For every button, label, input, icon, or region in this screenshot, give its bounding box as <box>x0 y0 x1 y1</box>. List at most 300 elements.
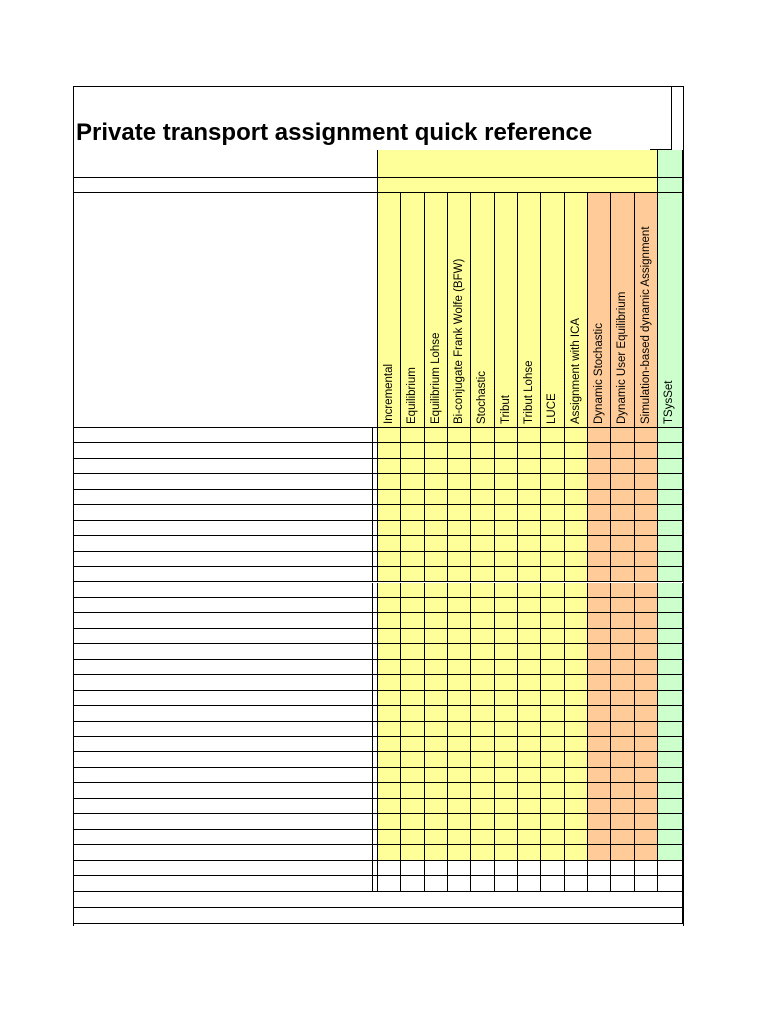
mark-cell <box>495 521 518 536</box>
mark-cell <box>635 598 658 613</box>
mark-cell <box>495 737 518 752</box>
mark-cell <box>611 783 634 798</box>
mark-cell <box>378 783 401 798</box>
mark-cell <box>658 768 683 783</box>
blank-cell <box>611 876 634 892</box>
lin-subheader <box>658 178 683 193</box>
method-header-cell <box>635 193 658 428</box>
mark-cell <box>378 722 401 737</box>
mark-cell <box>401 737 424 752</box>
mark-cell <box>378 490 401 505</box>
mark-cell <box>448 799 471 814</box>
mark-cell <box>495 443 518 458</box>
subheader-blank <box>73 178 378 193</box>
mark-cell <box>518 830 541 845</box>
mark-cell <box>378 861 401 876</box>
mark-cell <box>495 691 518 706</box>
mark-cell <box>495 490 518 505</box>
mark-cell <box>448 691 471 706</box>
mark-cell <box>518 814 541 829</box>
mark-cell <box>588 629 611 644</box>
mark-cell <box>588 722 611 737</box>
mark-cell <box>495 459 518 474</box>
mark-cell <box>565 660 588 675</box>
mark-cell <box>448 474 471 489</box>
method-label: Tribut Lohse <box>522 360 535 424</box>
row-label <box>73 768 373 783</box>
mark-cell <box>518 768 541 783</box>
mark-cell <box>401 706 424 721</box>
mark-cell <box>611 722 634 737</box>
mark-cell <box>495 567 518 582</box>
mark-cell <box>541 428 564 443</box>
mark-cell <box>635 459 658 474</box>
mark-cell <box>425 814 448 829</box>
mark-cell <box>518 861 541 876</box>
mark-cell <box>518 474 541 489</box>
mark-cell <box>448 722 471 737</box>
mark-cell <box>518 490 541 505</box>
mark-cell <box>425 737 448 752</box>
mark-cell <box>425 474 448 489</box>
mark-cell <box>541 567 564 582</box>
mark-cell <box>541 691 564 706</box>
method-header-cell <box>378 193 401 428</box>
mark-cell <box>425 691 448 706</box>
mark-cell <box>425 567 448 582</box>
blank-cell <box>425 876 448 892</box>
mark-cell <box>658 814 683 829</box>
mark-cell <box>518 536 541 551</box>
method-header-cell <box>565 193 588 428</box>
mark-cell <box>611 706 634 721</box>
mark-cell <box>518 598 541 613</box>
mark-cell <box>588 490 611 505</box>
mark-cell <box>541 490 564 505</box>
mark-cell <box>401 783 424 798</box>
mark-cell <box>635 752 658 767</box>
mark-cell <box>518 691 541 706</box>
mark-cell <box>588 814 611 829</box>
mark-cell <box>378 598 401 613</box>
mark-cell <box>588 567 611 582</box>
mark-cell <box>401 722 424 737</box>
mark-cell <box>401 443 424 458</box>
mark-cell <box>425 629 448 644</box>
blank-cell <box>518 876 541 892</box>
row-label <box>73 567 373 582</box>
mark-cell <box>378 505 401 520</box>
mark-cell <box>635 722 658 737</box>
mark-cell <box>588 613 611 628</box>
mark-cell <box>565 521 588 536</box>
mark-cell <box>565 552 588 567</box>
mark-cell <box>658 706 683 721</box>
mark-cell <box>448 598 471 613</box>
mark-cell <box>471 598 494 613</box>
mark-cell <box>588 644 611 659</box>
mark-cell <box>541 552 564 567</box>
method-label: Dynamic Stochastic <box>592 323 605 424</box>
row-label <box>73 505 373 520</box>
mark-cell <box>448 861 471 876</box>
mark-cell <box>425 459 448 474</box>
mark-cell <box>401 536 424 551</box>
mark-cell <box>565 861 588 876</box>
mark-cell <box>518 675 541 690</box>
mark-cell <box>495 799 518 814</box>
mark-cell <box>378 768 401 783</box>
mark-cell <box>448 768 471 783</box>
mark-cell <box>635 552 658 567</box>
row-label <box>73 613 373 628</box>
mark-cell <box>635 768 658 783</box>
mark-cell <box>635 474 658 489</box>
row-label <box>73 675 373 690</box>
mark-cell <box>658 505 683 520</box>
mark-cell <box>495 428 518 443</box>
mark-cell <box>565 613 588 628</box>
mark-cell <box>518 459 541 474</box>
method-label: Equilibrium Lohse <box>429 332 442 424</box>
mark-cell <box>635 629 658 644</box>
mark-cell <box>425 706 448 721</box>
row-label <box>73 783 373 798</box>
mark-cell <box>588 675 611 690</box>
mark-cell <box>541 644 564 659</box>
mark-cell <box>495 722 518 737</box>
mark-cell <box>448 706 471 721</box>
mark-cell <box>658 644 683 659</box>
mark-cell <box>401 799 424 814</box>
mark-cell <box>425 490 448 505</box>
mark-cell <box>565 799 588 814</box>
mark-cell <box>471 567 494 582</box>
mark-cell <box>635 490 658 505</box>
mark-cell <box>471 799 494 814</box>
mark-cell <box>401 474 424 489</box>
mark-cell <box>448 428 471 443</box>
mark-cell <box>565 598 588 613</box>
mark-cell <box>495 783 518 798</box>
mark-cell <box>658 660 683 675</box>
row-label <box>73 552 373 567</box>
mark-cell <box>495 629 518 644</box>
mark-cell <box>495 675 518 690</box>
mark-cell <box>378 814 401 829</box>
mark-cell <box>518 428 541 443</box>
mark-cell <box>588 583 611 598</box>
mark-cell <box>588 505 611 520</box>
method-subheader <box>378 178 658 193</box>
mark-cell <box>611 845 634 860</box>
mark-cell <box>565 629 588 644</box>
mark-cell <box>378 428 401 443</box>
mark-cell <box>378 443 401 458</box>
row-label <box>73 490 373 505</box>
mark-cell <box>425 536 448 551</box>
mark-cell <box>378 552 401 567</box>
mark-cell <box>588 799 611 814</box>
method-label: Bi-conjugate Frank Wolfe (BFW) <box>452 258 465 424</box>
mark-cell <box>611 861 634 876</box>
mark-cell <box>448 752 471 767</box>
mark-cell <box>378 830 401 845</box>
mark-cell <box>541 783 564 798</box>
mark-cell <box>611 474 634 489</box>
mark-cell <box>471 722 494 737</box>
mark-cell <box>448 521 471 536</box>
row-label <box>73 845 373 860</box>
page-title: Private transport assignment quick reference <box>76 119 593 146</box>
mark-cell <box>565 644 588 659</box>
mark-cell <box>378 644 401 659</box>
mark-cell <box>518 629 541 644</box>
mark-cell <box>658 752 683 767</box>
mark-cell <box>635 845 658 860</box>
mark-cell <box>471 675 494 690</box>
mark-cell <box>611 675 634 690</box>
mark-cell <box>448 660 471 675</box>
mark-cell <box>518 737 541 752</box>
mark-cell <box>425 830 448 845</box>
mark-cell <box>518 505 541 520</box>
mark-cell <box>448 459 471 474</box>
mark-cell <box>495 861 518 876</box>
mark-cell <box>401 644 424 659</box>
mark-cell <box>541 722 564 737</box>
method-header <box>378 150 658 178</box>
mark-cell <box>448 443 471 458</box>
row-label <box>73 861 373 876</box>
mark-cell <box>565 505 588 520</box>
mark-cell <box>658 474 683 489</box>
mark-cell <box>611 490 634 505</box>
mark-cell <box>635 675 658 690</box>
mark-cell <box>518 799 541 814</box>
mark-cell <box>541 629 564 644</box>
mark-cell <box>658 845 683 860</box>
mark-cell <box>471 768 494 783</box>
method-label: Tribut <box>499 395 512 424</box>
mark-cell <box>448 629 471 644</box>
mark-cell <box>635 567 658 582</box>
mark-cell <box>401 629 424 644</box>
mark-cell <box>658 675 683 690</box>
mark-cell <box>611 536 634 551</box>
mark-cell <box>401 660 424 675</box>
mark-cell <box>378 583 401 598</box>
mark-cell <box>611 691 634 706</box>
mark-cell <box>471 660 494 675</box>
mark-cell <box>541 443 564 458</box>
mark-cell <box>518 583 541 598</box>
grid-line <box>683 86 684 926</box>
mark-cell <box>471 830 494 845</box>
mark-cell <box>658 613 683 628</box>
method-label: LUCE <box>546 393 559 424</box>
mark-cell <box>658 428 683 443</box>
mark-cell <box>565 722 588 737</box>
row-label <box>73 752 373 767</box>
mark-cell <box>588 752 611 767</box>
mark-cell <box>611 552 634 567</box>
mark-cell <box>565 567 588 582</box>
mark-cell <box>401 521 424 536</box>
method-header-cell <box>401 193 424 428</box>
header-blank <box>73 150 378 178</box>
mark-cell <box>658 583 683 598</box>
row-label <box>73 799 373 814</box>
mark-cell <box>611 660 634 675</box>
mark-cell <box>588 660 611 675</box>
mark-cell <box>611 505 634 520</box>
mark-cell <box>448 583 471 598</box>
mark-cell <box>541 752 564 767</box>
method-label: TSysSet <box>662 380 675 424</box>
mark-cell <box>541 474 564 489</box>
mark-cell <box>448 644 471 659</box>
mark-cell <box>541 799 564 814</box>
mark-cell <box>518 660 541 675</box>
mark-cell <box>401 505 424 520</box>
notes-header <box>73 876 373 892</box>
note-text <box>73 892 683 908</box>
mark-cell <box>565 490 588 505</box>
mark-cell <box>658 861 683 876</box>
mark-cell <box>471 644 494 659</box>
mark-cell <box>588 474 611 489</box>
mark-cell <box>541 737 564 752</box>
row-label <box>73 474 373 489</box>
mark-cell <box>635 428 658 443</box>
mark-cell <box>541 845 564 860</box>
mark-cell <box>611 443 634 458</box>
mark-cell <box>518 722 541 737</box>
mark-cell <box>401 567 424 582</box>
mark-cell <box>518 552 541 567</box>
mark-cell <box>401 845 424 860</box>
mark-cell <box>611 830 634 845</box>
mark-cell <box>635 505 658 520</box>
in-header <box>658 150 683 178</box>
mark-cell <box>565 428 588 443</box>
blank-cell <box>378 876 401 892</box>
mark-cell <box>425 845 448 860</box>
mark-cell <box>518 644 541 659</box>
mark-cell <box>471 583 494 598</box>
mark-cell <box>425 598 448 613</box>
mark-cell <box>611 768 634 783</box>
mark-cell <box>611 629 634 644</box>
mark-cell <box>658 783 683 798</box>
mark-cell <box>401 861 424 876</box>
mark-cell <box>448 536 471 551</box>
mark-cell <box>448 675 471 690</box>
mark-cell <box>471 845 494 860</box>
mark-cell <box>658 598 683 613</box>
mark-cell <box>565 783 588 798</box>
mark-cell <box>588 845 611 860</box>
mark-cell <box>425 644 448 659</box>
mark-cell <box>658 459 683 474</box>
mark-cell <box>635 799 658 814</box>
row-label <box>73 443 373 458</box>
mark-cell <box>495 814 518 829</box>
mark-cell <box>495 830 518 845</box>
mark-cell <box>658 490 683 505</box>
mark-cell <box>588 536 611 551</box>
row-label <box>73 536 373 551</box>
mark-cell <box>565 737 588 752</box>
mark-cell <box>541 505 564 520</box>
mark-cell <box>495 552 518 567</box>
grid-line <box>73 86 683 87</box>
mark-cell <box>635 814 658 829</box>
mark-cell <box>401 830 424 845</box>
mark-cell <box>565 474 588 489</box>
blank-cell <box>588 876 611 892</box>
blank-cell <box>495 876 518 892</box>
method-header-cell <box>588 193 611 428</box>
mark-cell <box>448 814 471 829</box>
mark-cell <box>565 536 588 551</box>
mark-cell <box>635 660 658 675</box>
row-label <box>73 814 373 829</box>
mark-cell <box>635 706 658 721</box>
mark-cell <box>471 613 494 628</box>
mark-cell <box>471 752 494 767</box>
mark-cell <box>425 799 448 814</box>
mark-cell <box>448 737 471 752</box>
mark-cell <box>495 706 518 721</box>
mark-cell <box>378 845 401 860</box>
row-label <box>73 629 373 644</box>
mark-cell <box>448 552 471 567</box>
mark-cell <box>495 583 518 598</box>
mark-cell <box>658 691 683 706</box>
mark-cell <box>401 428 424 443</box>
mark-cell <box>425 613 448 628</box>
mark-cell <box>495 768 518 783</box>
mark-cell <box>565 752 588 767</box>
method-label: Equilibrium <box>406 367 419 424</box>
mark-cell <box>401 752 424 767</box>
mark-cell <box>658 799 683 814</box>
mark-cell <box>448 845 471 860</box>
mark-cell <box>495 644 518 659</box>
row-label <box>73 660 373 675</box>
mark-cell <box>378 629 401 644</box>
mark-cell <box>471 552 494 567</box>
mark-cell <box>518 567 541 582</box>
mark-cell <box>495 660 518 675</box>
mark-cell <box>401 459 424 474</box>
blank-cell <box>541 876 564 892</box>
blank-cell <box>401 876 424 892</box>
method-header-cell <box>518 193 541 428</box>
mark-cell <box>565 814 588 829</box>
blank-cell <box>650 86 672 150</box>
mark-cell <box>541 598 564 613</box>
mark-cell <box>635 737 658 752</box>
mark-cell <box>611 598 634 613</box>
mark-cell <box>401 490 424 505</box>
mark-cell <box>541 706 564 721</box>
mark-cell <box>378 706 401 721</box>
mark-cell <box>471 474 494 489</box>
mark-cell <box>401 613 424 628</box>
